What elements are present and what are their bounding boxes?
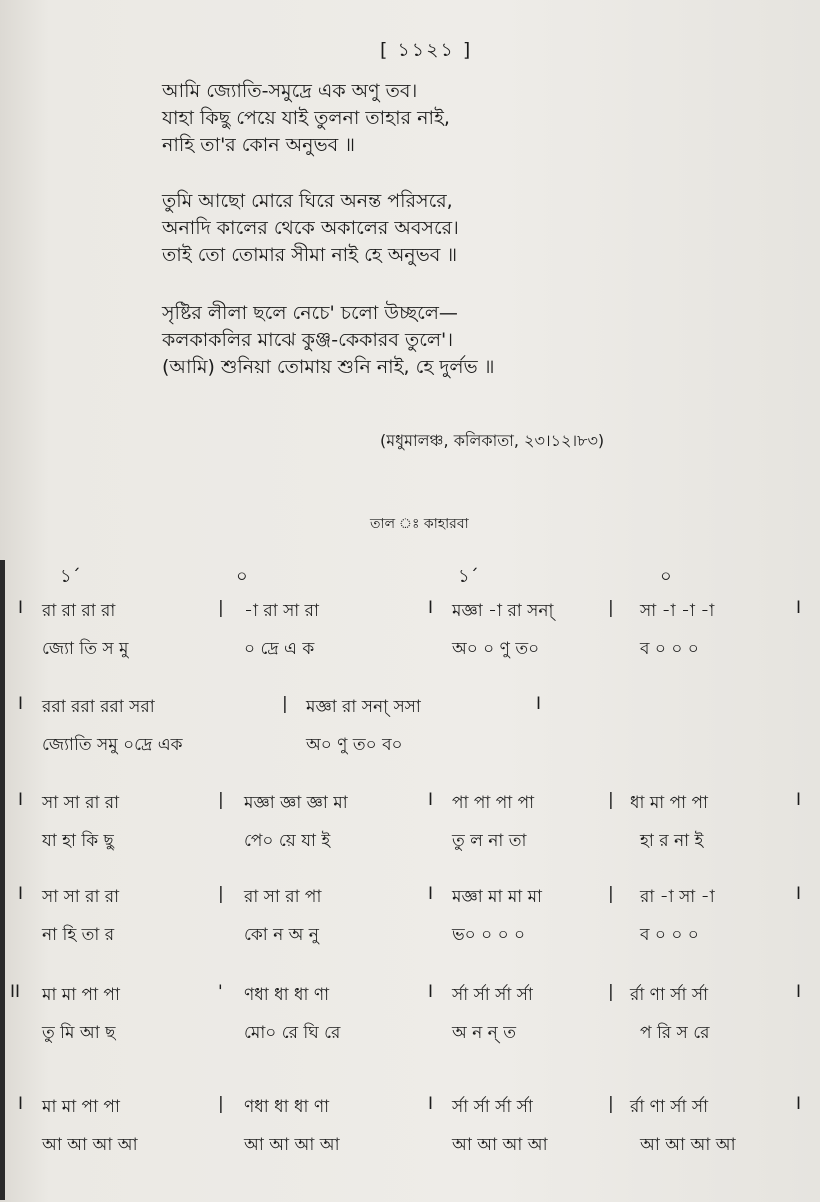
notation-group: সা সা রা রা <box>42 793 120 813</box>
poem-line: অনাদি কালের থেকে অকালের অবসরে। <box>162 217 459 239</box>
poem-stanza-2 <box>162 188 459 269</box>
lyric-group: আ আ আ আ <box>640 1135 736 1155</box>
bar-line: I <box>428 1094 434 1114</box>
notation-group: রা -া সা -া <box>640 887 715 907</box>
lyric-group: হা র না ই <box>640 831 704 851</box>
notation-group: রা রা রা রা <box>42 601 116 621</box>
bar-line: | <box>218 1094 224 1114</box>
bar-line: | <box>608 884 614 904</box>
bar-line: I <box>796 598 802 618</box>
page-number: [ ১১২১ ] <box>380 39 473 61</box>
bar-line: | <box>282 694 288 714</box>
notation-group: মজ্ঞা মা মা মা <box>452 887 542 907</box>
poem-line: তাই তো তোমার সীমা নাই হে অনুভব ॥ <box>162 244 458 266</box>
bar-line: I <box>18 598 24 618</box>
bar-line: I <box>18 1094 24 1114</box>
notation-group: রা সা রা পা <box>244 887 322 907</box>
source-credit: (মধুমালঞ্চ, কলিকাতা, ২৩।১২।৮৩) <box>380 431 605 450</box>
bar-line: I <box>428 598 434 618</box>
notation-group: র্রা ণা র্সা র্সা <box>630 1097 709 1117</box>
bar-line: | <box>608 982 614 1002</box>
lyric-row-1 <box>0 636 820 668</box>
beat-marks <box>0 562 820 592</box>
bar-line: | <box>218 790 224 810</box>
bar-line: I <box>796 790 802 810</box>
beat-mark-one: ১´ <box>60 566 81 587</box>
bar-line: I <box>796 1094 802 1114</box>
lyric-group: ব ০ ০ ০ <box>640 639 699 659</box>
bar-line: II <box>10 982 21 1002</box>
lyric-row-4 <box>0 922 820 954</box>
poem-line: তুমি আছো মোরে ঘিরে অনন্ত পরিসরে, <box>162 190 453 212</box>
lyric-group: তু ল না তা <box>452 831 527 851</box>
poem-line: নাহি তা'র কোন অনুভব ॥ <box>162 134 355 156</box>
bar-line: I <box>18 790 24 810</box>
lyric-group: যা হা কি ছু <box>42 831 114 851</box>
notation-row-3 <box>0 790 820 822</box>
lyric-group: অ০ ০ ণু ত০ <box>452 639 540 659</box>
beat-mark-zero: ০ <box>236 566 248 587</box>
notation-group: ধা মা পা পা <box>630 793 708 813</box>
bar-line: I <box>796 884 802 904</box>
notation-row-2 <box>0 694 820 726</box>
bar-line: | <box>218 598 224 618</box>
notation-group: মজ্ঞা রা সনা্ সসা <box>306 697 421 717</box>
bar-line: I <box>18 694 24 714</box>
lyric-group: পে০ য়ে যা ই <box>244 831 331 851</box>
notation-row-4 <box>0 884 820 916</box>
bar-line: I <box>796 982 802 1002</box>
tal-heading: তাল ঃ কাহারবা <box>370 516 469 532</box>
lyric-group: অ ন ন্ ত <box>452 1023 516 1043</box>
lyric-group: না হি তা র <box>42 925 115 945</box>
lyric-group: ০ দ্রে এ ক <box>244 639 315 659</box>
lyric-group: প রি স রে <box>640 1023 710 1043</box>
notation-group: সা -া -া -া <box>640 601 715 621</box>
bar-line: I <box>428 884 434 904</box>
poem-line: যাহা কিছু পেয়ে যাই তুলনা তাহার নাই, <box>162 107 450 129</box>
lyric-group: অ০ ণু ত০ ব০ <box>306 735 403 755</box>
poem-line: (আমি) শুনিয়া তোমায় শুনি নাই, হে দুর্লভ ॥ <box>162 356 495 378</box>
poem-line: সৃষ্টির লীলা ছলে নেচে' চলো উচ্ছলে— <box>162 302 458 324</box>
beat-mark-one: ১´ <box>458 566 479 587</box>
lyric-row-3 <box>0 828 820 860</box>
poem-stanza-1 <box>162 78 450 159</box>
bar-line: | <box>218 884 224 904</box>
notation-group: মজ্ঞা জ্ঞা জ্ঞা মা <box>244 793 348 813</box>
notation-group: মা মা পা পা <box>42 1097 120 1117</box>
lyric-group: তু মি আ ছ <box>42 1023 116 1043</box>
lyric-group: মো০ রে ঘি রে <box>244 1023 341 1043</box>
bar-line: | <box>608 790 614 810</box>
lyric-group: আ আ আ আ <box>42 1135 138 1155</box>
beat-mark-zero: ০ <box>660 566 672 587</box>
notation-group: -া রা সা রা <box>244 601 319 621</box>
notation-group: ররা ররা ররা সরা <box>42 697 155 717</box>
notation-group: ণধা ধা ধা ণা <box>244 985 330 1005</box>
notation-group: সা সা রা রা <box>42 887 120 907</box>
notation-row-1 <box>0 598 820 630</box>
lyric-group: আ আ আ আ <box>244 1135 340 1155</box>
poem-line: কলকাকলির মাঝে কুঞ্জ-কেকারব তুলে'। <box>162 329 454 351</box>
notation-group: ণধা ধা ধা ণা <box>244 1097 330 1117</box>
bar-line: I <box>428 982 434 1002</box>
bar-line: ' <box>218 982 223 1002</box>
bar-line: I <box>536 694 542 714</box>
notation-group: র্রা ণা র্সা র্সা <box>630 985 709 1005</box>
lyric-group: জ্যোতি সমু ০দ্রে এক <box>42 735 183 755</box>
bar-line: I <box>428 790 434 810</box>
lyric-row-5 <box>0 1020 820 1052</box>
bar-line: I <box>18 884 24 904</box>
lyric-row-2 <box>0 732 820 764</box>
notation-row-6 <box>0 1094 820 1126</box>
notation-group: পা পা পা পা <box>452 793 535 813</box>
lyric-group: জ্যো তি স মু <box>42 639 129 659</box>
lyric-group: ভ০ ০ ০ ০ <box>452 925 526 945</box>
lyric-group: কো ন অ নু <box>244 925 319 945</box>
poem-stanza-3 <box>162 300 494 381</box>
notation-group: র্সা র্সা র্সা র্সা <box>452 1097 533 1117</box>
lyric-row-6 <box>0 1132 820 1164</box>
bar-line: | <box>608 1094 614 1114</box>
lyric-group: আ আ আ আ <box>452 1135 548 1155</box>
bar-line: | <box>608 598 614 618</box>
notation-group: মা মা পা পা <box>42 985 120 1005</box>
notation-row-5 <box>0 982 820 1014</box>
notation-group: মজ্ঞা -া রা সনা্ <box>452 601 554 621</box>
notation-group: র্সা র্সা র্সা র্সা <box>452 985 533 1005</box>
lyric-group: ব ০ ০ ০ <box>640 925 699 945</box>
poem-line: আমি জ্যোতি-সমুদ্রে এক অণু তব। <box>162 80 418 102</box>
